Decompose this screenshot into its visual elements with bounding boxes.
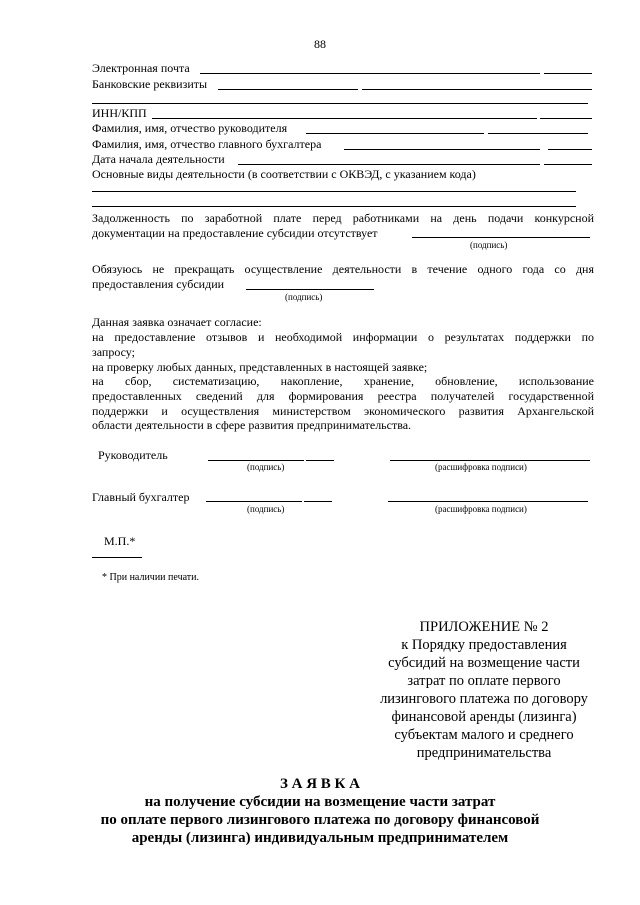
accountant-decode-line[interactable] [388,501,588,502]
appendix-line-6: субъектам малого и среднего [394,727,574,743]
field-start-date-label: Дата начала деятельности [92,152,225,166]
debt-statement-line-2: документации на предоставление субсидии отсутствует [92,226,378,240]
field-activities-line-2[interactable] [92,206,576,207]
field-email-label: Электронная почта [92,61,190,75]
debt-signature-line[interactable] [412,237,590,238]
field-activities-label: Основные виды деятельности (в соответствии с ОКВЭД, с указанием кода) [92,167,476,181]
commitment-line-1: Обязуюсь не прекращать осуществление деятельности в течение одного года со дня [92,262,594,276]
field-accountant-label: Фамилия, имя, отчество главного бухгалтера [92,137,322,151]
field-director-line-extra[interactable] [488,133,588,134]
field-bank-line-2[interactable] [92,103,588,104]
field-accountant-line-extra[interactable] [548,149,592,150]
application-title-line-2: по оплате первого лизингового платежа по договору финансовой [100,812,540,828]
consent-intro: Данная заявка означает согласие: [92,315,262,329]
appendix-line-2: субсидий на возмещение части [388,655,580,671]
field-director-line[interactable] [306,133,484,134]
application-title-line-1: на получение субсидии на возмещение части затрат [144,794,496,810]
director-label: Руководитель [98,448,168,462]
appendix-line-5: финансовой аренды (лизинга) [391,709,577,725]
field-inn-line-extra[interactable] [540,118,592,119]
commitment-line-2: предоставления субсидии [92,277,225,291]
field-inn-line[interactable] [152,118,537,119]
field-inn-label: ИНН/КПП [92,106,147,120]
stamp-label: М.П.* [104,534,136,548]
commitment-signature-line[interactable] [246,289,374,290]
appendix-line-3: затрат по оплате первого [407,673,561,689]
director-decode-caption: (расшифровка подписи) [435,462,527,472]
accountant-signature-line-extra[interactable] [304,501,332,502]
appendix-line-4: лизингового платежа по договору [380,691,588,707]
accountant-decode-caption: (расшифровка подписи) [435,504,527,514]
director-signature-line-extra[interactable] [306,460,334,461]
commitment-signature-caption: (подпись) [285,292,323,302]
field-activities-line-1[interactable] [92,191,576,192]
appendix-heading: ПРИЛОЖЕНИЕ № 2 [419,619,549,635]
consent-item-1-line-2: запросу; [92,345,135,359]
field-start-date-line-extra[interactable] [544,164,592,165]
application-title-line-3: аренды (лизинга) индивидуальным предпринимателем [131,830,509,846]
appendix-line-7: предпринимательства [416,745,552,761]
field-accountant-line[interactable] [344,149,540,150]
field-bank-label: Банковские реквизиты [92,77,208,91]
director-signature-line[interactable] [208,460,304,461]
appendix-line-1: к Порядку предоставления [401,637,567,653]
director-signature-caption: (подпись) [247,462,285,472]
field-director-label: Фамилия, имя, отчество руководителя [92,121,288,135]
field-bank-line-extra[interactable] [362,89,592,90]
accountant-signature-caption: (подпись) [247,504,285,514]
consent-item-3-line-4: области деятельности в сфере развития предпринимательства. [92,418,412,432]
stamp-footnote: * При наличии печати. [102,572,199,583]
accountant-label: Главный бухгалтер [92,490,190,504]
consent-item-1-line-1: на предоставление отзывов и необходимой информации о результатах поддержки по [92,330,594,344]
consent-item-2: на проверку любых данных, представленных в настоящей заявке; [92,360,428,374]
field-start-date-line[interactable] [238,164,540,165]
page-number: 88 [314,37,326,51]
debt-signature-caption: (подпись) [470,240,508,250]
stamp-line [92,557,142,558]
consent-item-3-line-3: поддержки и осуществления министерством экономического развития Архангельской [92,404,594,418]
field-email-line[interactable] [200,73,540,74]
accountant-signature-line[interactable] [206,501,302,502]
field-email-line-extra[interactable] [544,73,592,74]
application-heading: З А Я В К А [279,776,361,792]
consent-item-3-line-1: на сбор, систематизацию, накопление, хранение, обновление, использование [92,374,594,388]
debt-statement-line-1: Задолженность по заработной плате перед работниками на день подачи конкурсной [92,211,594,225]
director-decode-line[interactable] [390,460,590,461]
consent-item-3-line-2: предоставленных сведений для формирования реестра получателей государственной [92,389,594,403]
field-bank-line[interactable] [218,89,358,90]
